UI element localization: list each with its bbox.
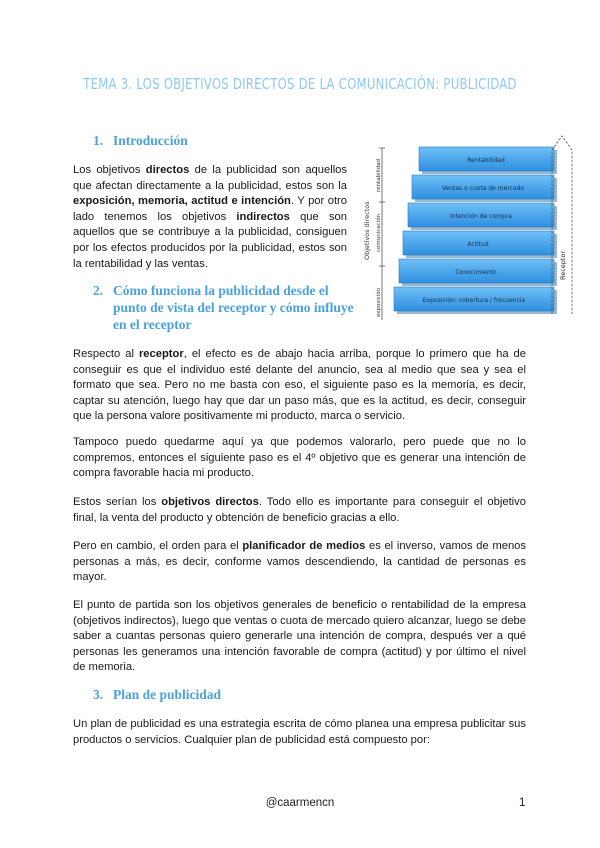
intro-text-1: Los objetivos bbox=[73, 164, 146, 176]
section-1-heading bbox=[93, 132, 188, 149]
page-title: TEMA 3. LOS OBJETIVOS DIRECTOS DE LA COMUNICACIÓN: PUBLICIDAD bbox=[83, 75, 517, 93]
p3-text-2: . Todo ello es importante para conseguir el objetivo final, la venta del producto y obtención de beneficio gracias a ello. bbox=[73, 496, 526, 524]
step-label-1: Rentabilidad bbox=[467, 157, 505, 164]
intro-text-3: . Y por otro lado tenemos los objetivos bbox=[73, 195, 348, 223]
paragraph-objetivos-directos bbox=[73, 495, 526, 526]
section-1-title: Introducción bbox=[113, 133, 188, 148]
objectives-pyramid-figure bbox=[360, 130, 575, 320]
p3-bold: objetivos directos bbox=[161, 496, 259, 508]
pyramid-svg bbox=[360, 130, 575, 320]
paragraph-receptor bbox=[73, 347, 526, 425]
footer-handle: @caarmencn bbox=[265, 797, 335, 809]
p1-text-2: , el efecto es de abajo hacia arriba, porque lo primero que ha de conseguir es que el individuo esté delante del anuncio, sea al medio que sea y sea el formato que sea. Pero no me basta con eso, el siguiente paso es la memoria, es decir, captar su atención, luego hay que dar un paso más, que es la actitud, es decir, conseguir que la persona valore positivamente mi producto, marca o servicio. bbox=[73, 348, 526, 423]
section-3-title: Plan de publicidad bbox=[113, 687, 222, 702]
receptor-label: Receptor bbox=[559, 250, 567, 280]
side-label-bottom: exposición bbox=[376, 287, 382, 317]
p4-bold: planificador de medios bbox=[242, 540, 366, 552]
paragraph-plan: Un plan de publicidad es una estrategia escrita de cómo planea una empresa publicitar sus productos o servicios. Cualquier plan de publicidad está compuesto por: bbox=[73, 718, 526, 746]
intro-bold-3: indirectos bbox=[236, 210, 290, 223]
p3-text-1: Estos serían los bbox=[73, 496, 162, 508]
step-label-5: Conocimiento bbox=[455, 269, 497, 276]
step-label-2: Ventas o cuota de mercado bbox=[441, 185, 525, 192]
side-label-main: Objetivos directos bbox=[363, 201, 371, 260]
intro-bold-2: exposición, memoria, actitud e intención bbox=[73, 195, 291, 208]
step-label-4: Actitud bbox=[467, 241, 489, 248]
section-1-number: 1. bbox=[93, 133, 104, 148]
intro-paragraph bbox=[73, 163, 347, 272]
section-3-heading bbox=[93, 686, 221, 703]
side-label-mid: comunicación bbox=[376, 213, 382, 252]
p4-text-1: Pero en cambio, el orden para el bbox=[73, 540, 243, 552]
section-2-heading bbox=[93, 282, 354, 333]
side-label-top: rentabilidad bbox=[376, 159, 382, 192]
intro-text-4: que son aquellos que se contribuye a la publicidad, consiguen por los efectos producidos por la publicidad, estos son la rentabilidad y las ventas. bbox=[73, 210, 347, 270]
paragraph-punto-partida: El punto de partida son los objetivos generales de beneficio o rentabilidad de la empresa (objetivos indirectos), luego que ventas o cuota de mercado quiero alcanzar, luego se debe saber a cuantas personas quiero generarle una intención de compra, después ver a qué personas les generamos una intención favorable de compra (actitud) y por último el nivel de memoria. bbox=[73, 599, 526, 674]
section-3-number: 3. bbox=[93, 687, 104, 702]
paragraph-intencion: Tampoco puedo quedarme aquí ya que podemos valorarlo, pero puede que no lo compremos, entonces el siguiente paso es el 4º objetivo que es generar una intención de compra favorable hacia mi producto. bbox=[73, 436, 526, 480]
section-2-title-line1: Cómo funciona la publicidad desde el bbox=[113, 283, 329, 298]
section-2-title-line3: en el receptor bbox=[113, 317, 192, 332]
step-label-3: Intención de compra bbox=[450, 213, 512, 220]
p1-bold: receptor bbox=[138, 348, 184, 360]
p4-text-2: es el inverso, vamos de menos personas a más, es decir, conforme vamos descendiendo, la cantidad de personas es mayor. bbox=[73, 540, 526, 584]
intro-bold-1: directos bbox=[145, 164, 190, 176]
section-2-title-line2: punto de vista del receptor y cómo influye bbox=[113, 300, 354, 315]
intro-text-2: de la publicidad son aquellos que afectan directamente a la publicidad, estos son la bbox=[73, 164, 347, 192]
p1-text-1: Respecto al bbox=[73, 348, 139, 360]
paragraph-planificador bbox=[73, 539, 526, 586]
page-number: 1 bbox=[519, 797, 526, 809]
step-label-6: Exposición: cobertura / frecuencia bbox=[422, 297, 526, 304]
section-2-number: 2. bbox=[93, 283, 104, 298]
pyramid-steps bbox=[394, 147, 557, 314]
